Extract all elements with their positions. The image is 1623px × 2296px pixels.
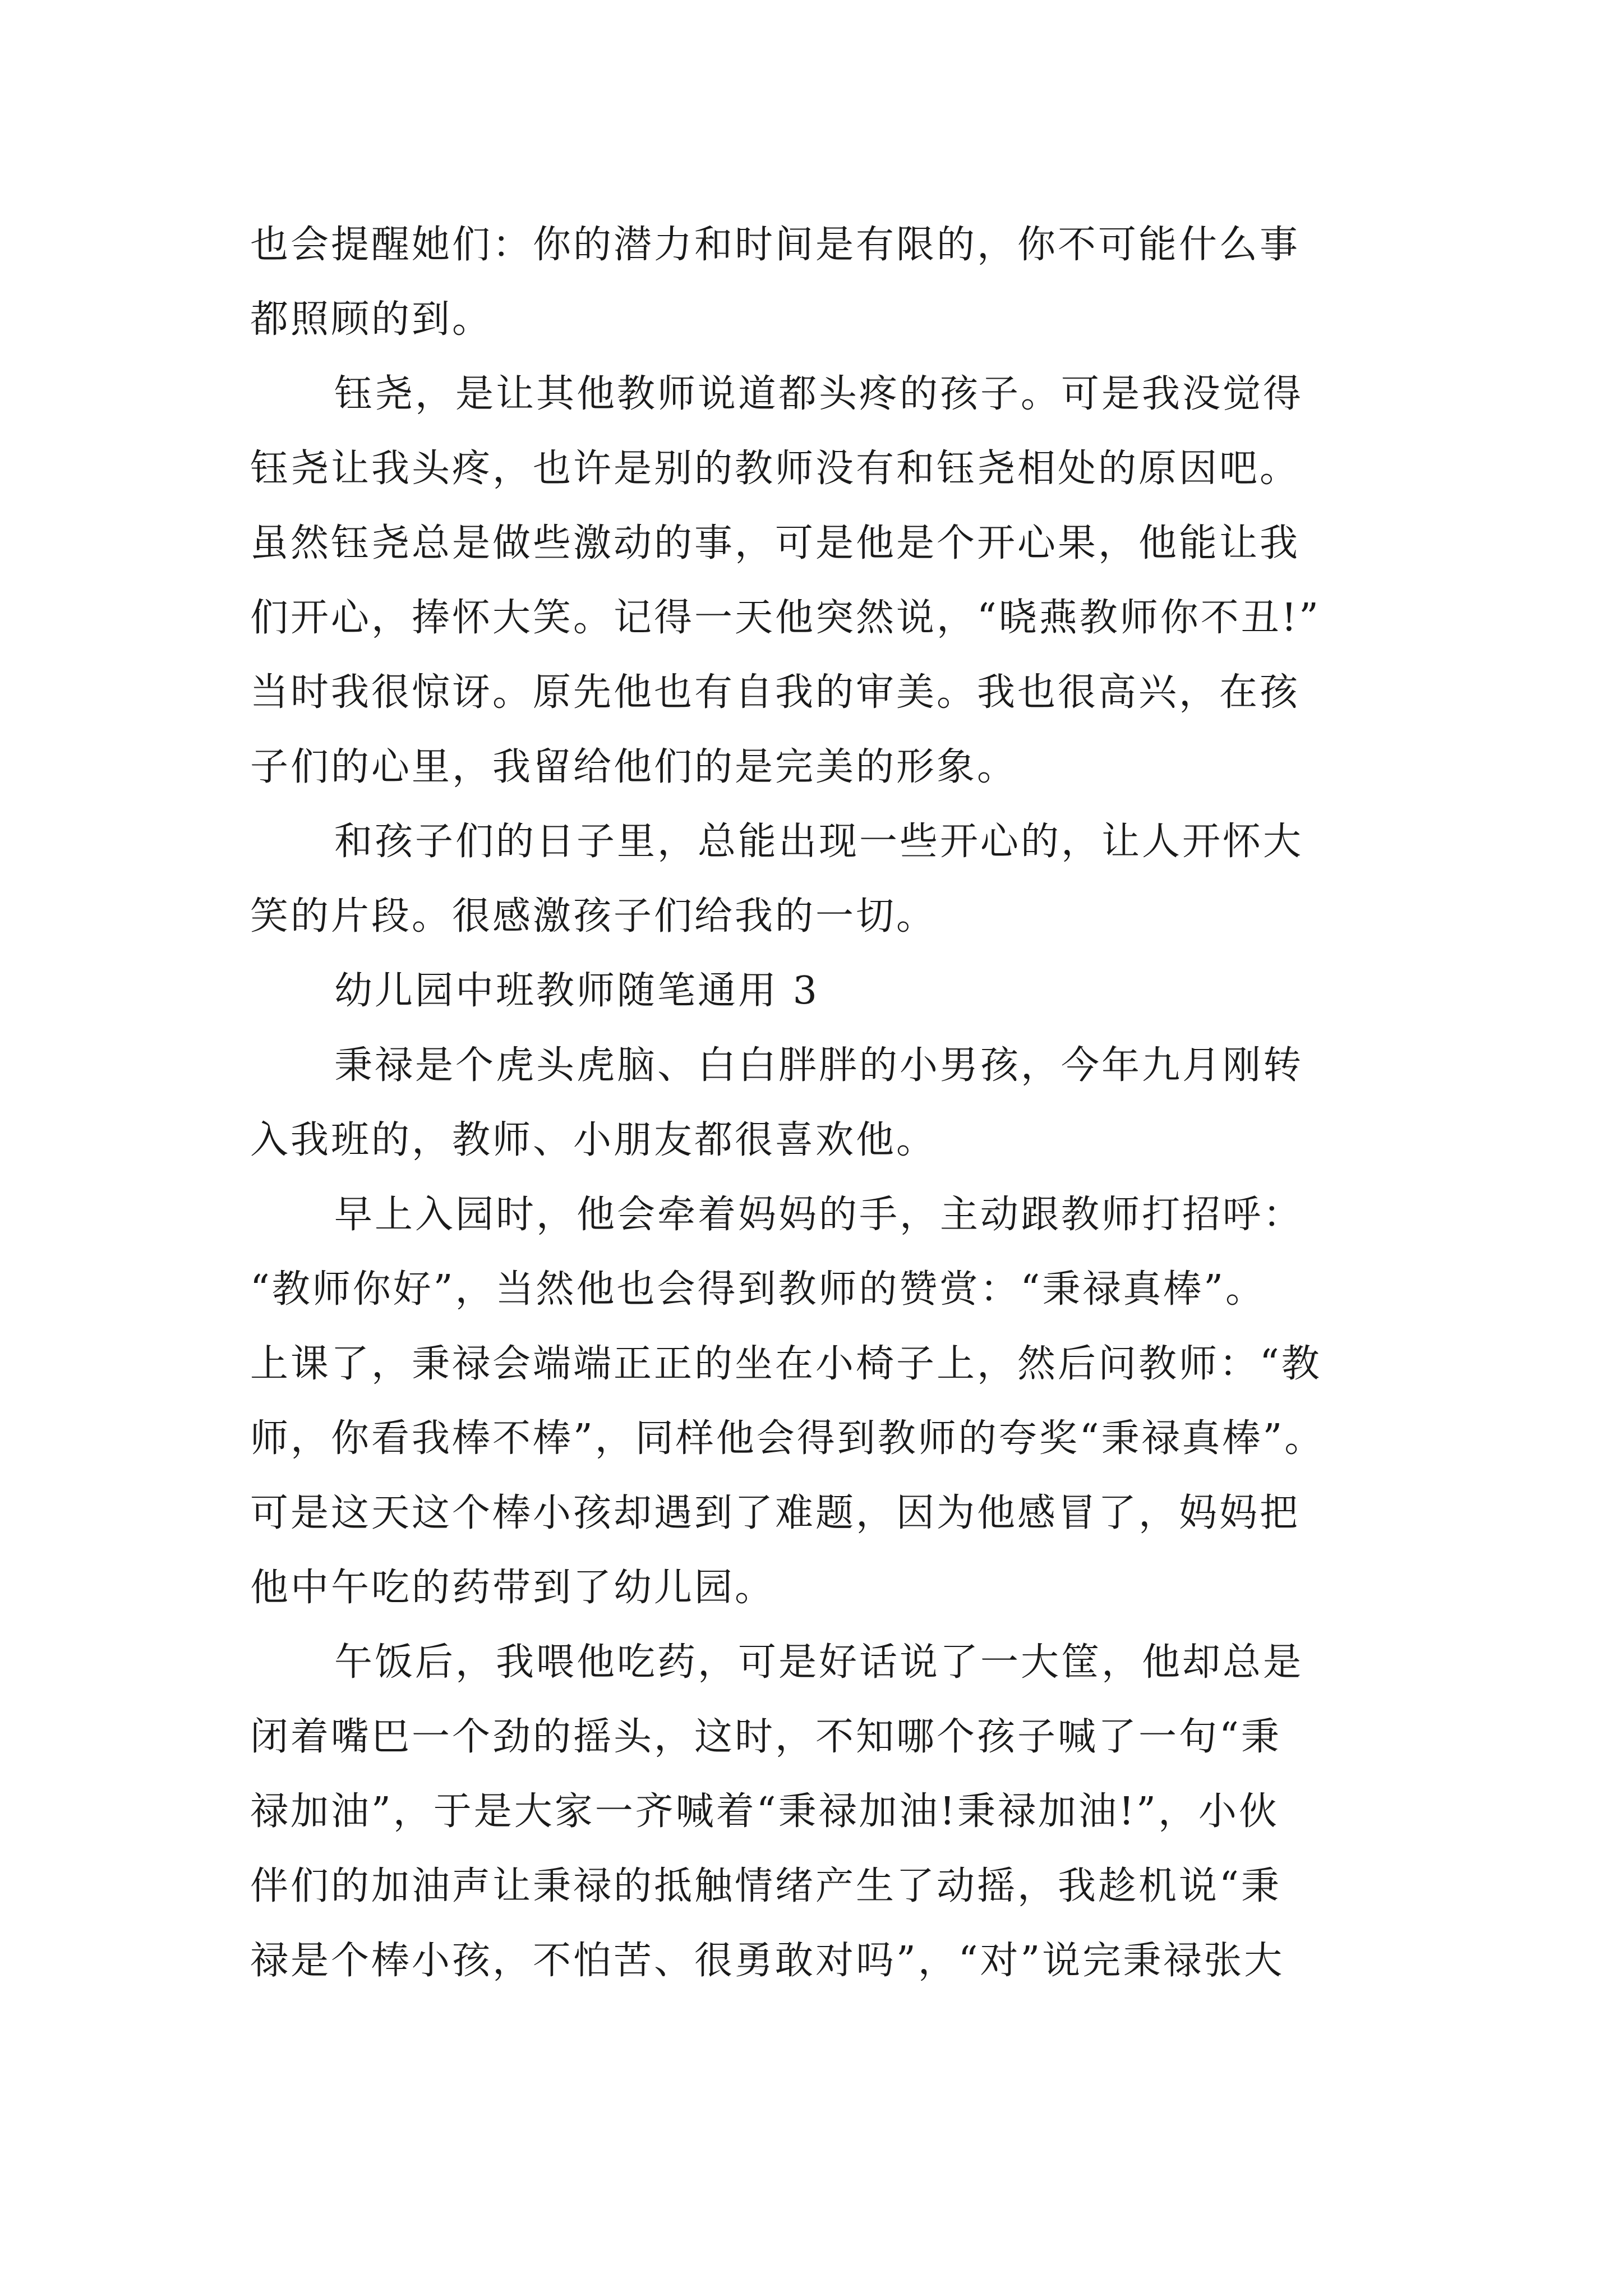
text-line: 笑的片段。很感激孩子们给我的一切。 (250, 894, 937, 938)
paragraph-start-line: 午饭后，我喂他吃药，可是好话说了一大筐，他却总是 (334, 1640, 1304, 1685)
text-line: 都照顾的到。 (250, 297, 493, 342)
text-line: 当时我很惊讶。原先他也有自我的审美。我也很高兴，在孩 (250, 670, 1301, 715)
text-line: 师，你看我棒不棒”，同样他会得到教师的夸奖“秉禄真棒”。 (250, 1416, 1325, 1461)
document-body (250, 208, 1428, 1998)
text-line: “教师你好”，当然他也会得到教师的赞赏：“秉禄真棒”。 (250, 1267, 1266, 1312)
text-line: 子们的心里，我留给他们的是完美的形象。 (250, 745, 1018, 789)
paragraph-start-line: 和孩子们的日子里，总能出现一些开心的，让人开怀大 (334, 820, 1304, 864)
paragraph-start-line: 钰尧，是让其他教师说道都头疼的孩子。可是我没觉得 (334, 372, 1304, 416)
text-line: 他中午吃的药带到了幼儿园。 (250, 1566, 776, 1610)
text-line: 闭着嘴巴一个劲的摇头，这时，不知哪个孩子喊了一句“秉 (250, 1715, 1281, 1759)
text-line: 上课了，秉禄会端端正正的坐在小椅子上，然后问教师：“教 (250, 1342, 1322, 1386)
text-line: 们开心，捧怀大笑。记得一天他突然说，“晓燕教师你不丑!” (250, 596, 1321, 640)
paragraph-start-line: 早上入园时，他会牵着妈妈的手，主动跟教师打招呼： (334, 1193, 1304, 1237)
text-line: 钰尧让我头疼，也许是别的教师没有和钰尧相处的原因吧。 (250, 447, 1301, 491)
text-line: 禄加油”，于是大家一齐喊着“秉禄加油!秉禄加油!”，小伙 (250, 1789, 1279, 1834)
text-line: 可是这天这个棒小孩却遇到了难题，因为他感冒了，妈妈把 (250, 1491, 1301, 1535)
text-line: 禄是个棒小孩，不怕苦、很勇敢对吗”，“对”说完秉禄张大 (250, 1939, 1285, 1983)
section-heading: 幼儿园中班教师随笔通用 3 (334, 969, 819, 1013)
text-line: 伴们的加油声让秉禄的抵触情绪产生了动摇，我趁机说“秉 (250, 1864, 1281, 1908)
paragraph-start-line: 秉禄是个虎头虎脑、白白胖胖的小男孩，今年九月刚转 (334, 1043, 1304, 1088)
text-line: 入我班的，教师、小朋友都很喜欢他。 (250, 1118, 937, 1162)
text-line: 也会提醒她们：你的潜力和时间是有限的，你不可能什么事 (250, 223, 1301, 267)
text-line: 虽然钰尧总是做些激动的事，可是他是个开心果，他能让我 (250, 521, 1301, 565)
